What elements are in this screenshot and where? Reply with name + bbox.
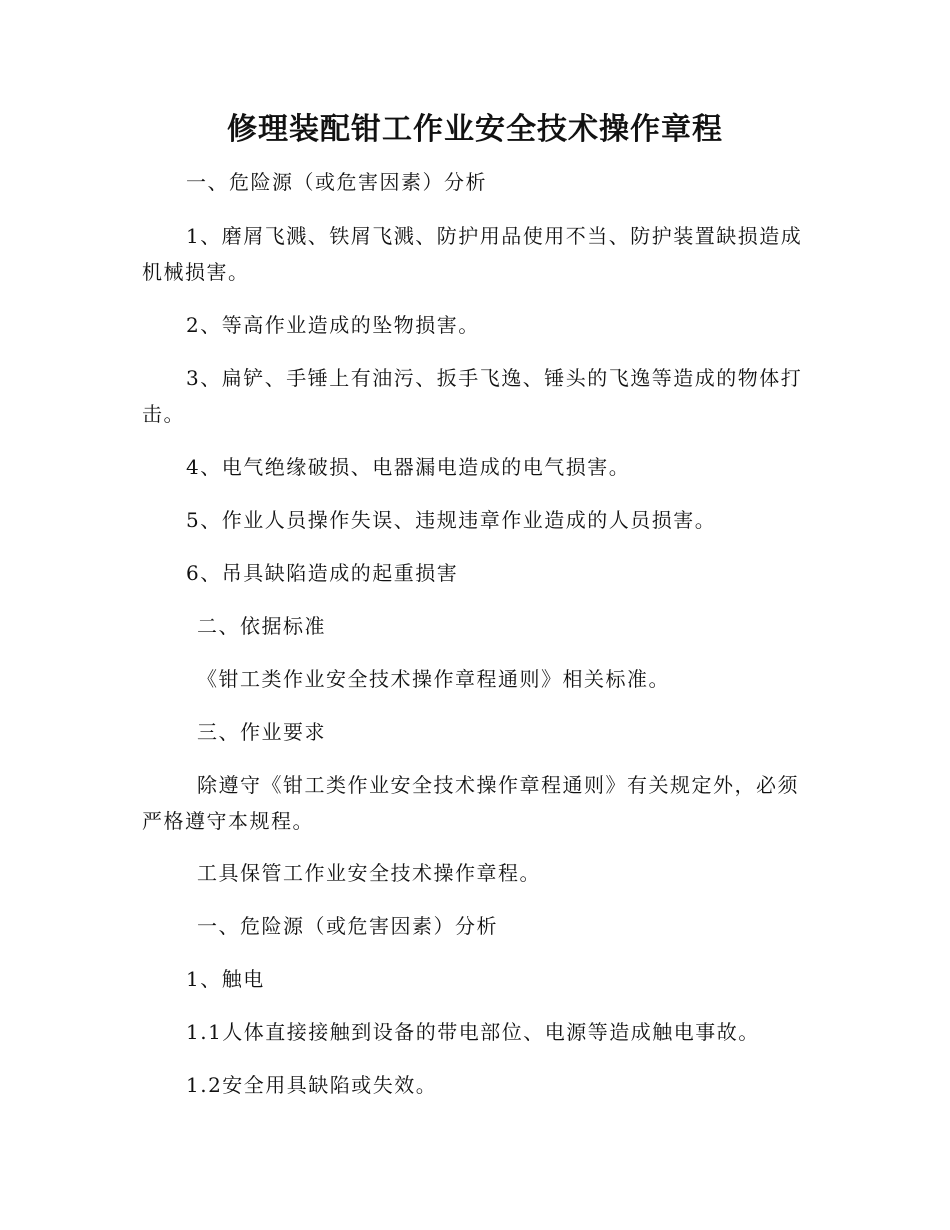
paragraph-requirements: 除遵守《钳工类作业安全技术操作章程通则》有关规定外，必须严格遵守本规程。	[142, 773, 799, 833]
document-title: 修理装配钳工作业安全技术操作章程	[227, 112, 723, 147]
paragraph-hazard-2: 2、等高作业造成的坠物损害。	[186, 313, 480, 337]
paragraph-hazard-6: 6、吊具缺陷造成的起重损害	[186, 561, 459, 585]
paragraph-electric-shock-1-2: 1.2安全用具缺陷或失效。	[186, 1073, 438, 1097]
paragraph-hazard-4: 4、电气绝缘破损、电器漏电造成的电气损害。	[186, 455, 631, 479]
paragraph-electric-shock: 1、触电	[186, 967, 265, 991]
paragraph-hazard-1: 1、磨屑飞溅、铁屑飞溅、防护用品使用不当、防护装置缺损造成机械损害。	[142, 224, 803, 284]
section-heading-standards: 二、依据标准	[197, 614, 326, 638]
paragraph-electric-shock-1-1: 1.1人体直接接触到设备的带电部位、电源等造成触电事故。	[186, 1020, 760, 1044]
paragraph-hazard-5: 5、作业人员操作失误、违规违章作业造成的人员损害。	[186, 508, 717, 532]
section-heading-hazard-analysis-2: 一、危险源（或危害因素）分析	[197, 914, 498, 938]
section-heading-requirements: 三、作业要求	[197, 720, 326, 744]
paragraph-standards: 《钳工类作业安全技术操作章程通则》相关标准。	[197, 667, 670, 691]
section-heading-hazard-analysis: 一、危险源（或危害因素）分析	[186, 170, 487, 194]
paragraph-hazard-3: 3、扁铲、手锤上有油污、扳手飞逸、锤头的飞逸等造成的物体打击。	[142, 366, 803, 426]
paragraph-tool-keeper-title: 工具保管工作业安全技术操作章程。	[197, 861, 541, 885]
